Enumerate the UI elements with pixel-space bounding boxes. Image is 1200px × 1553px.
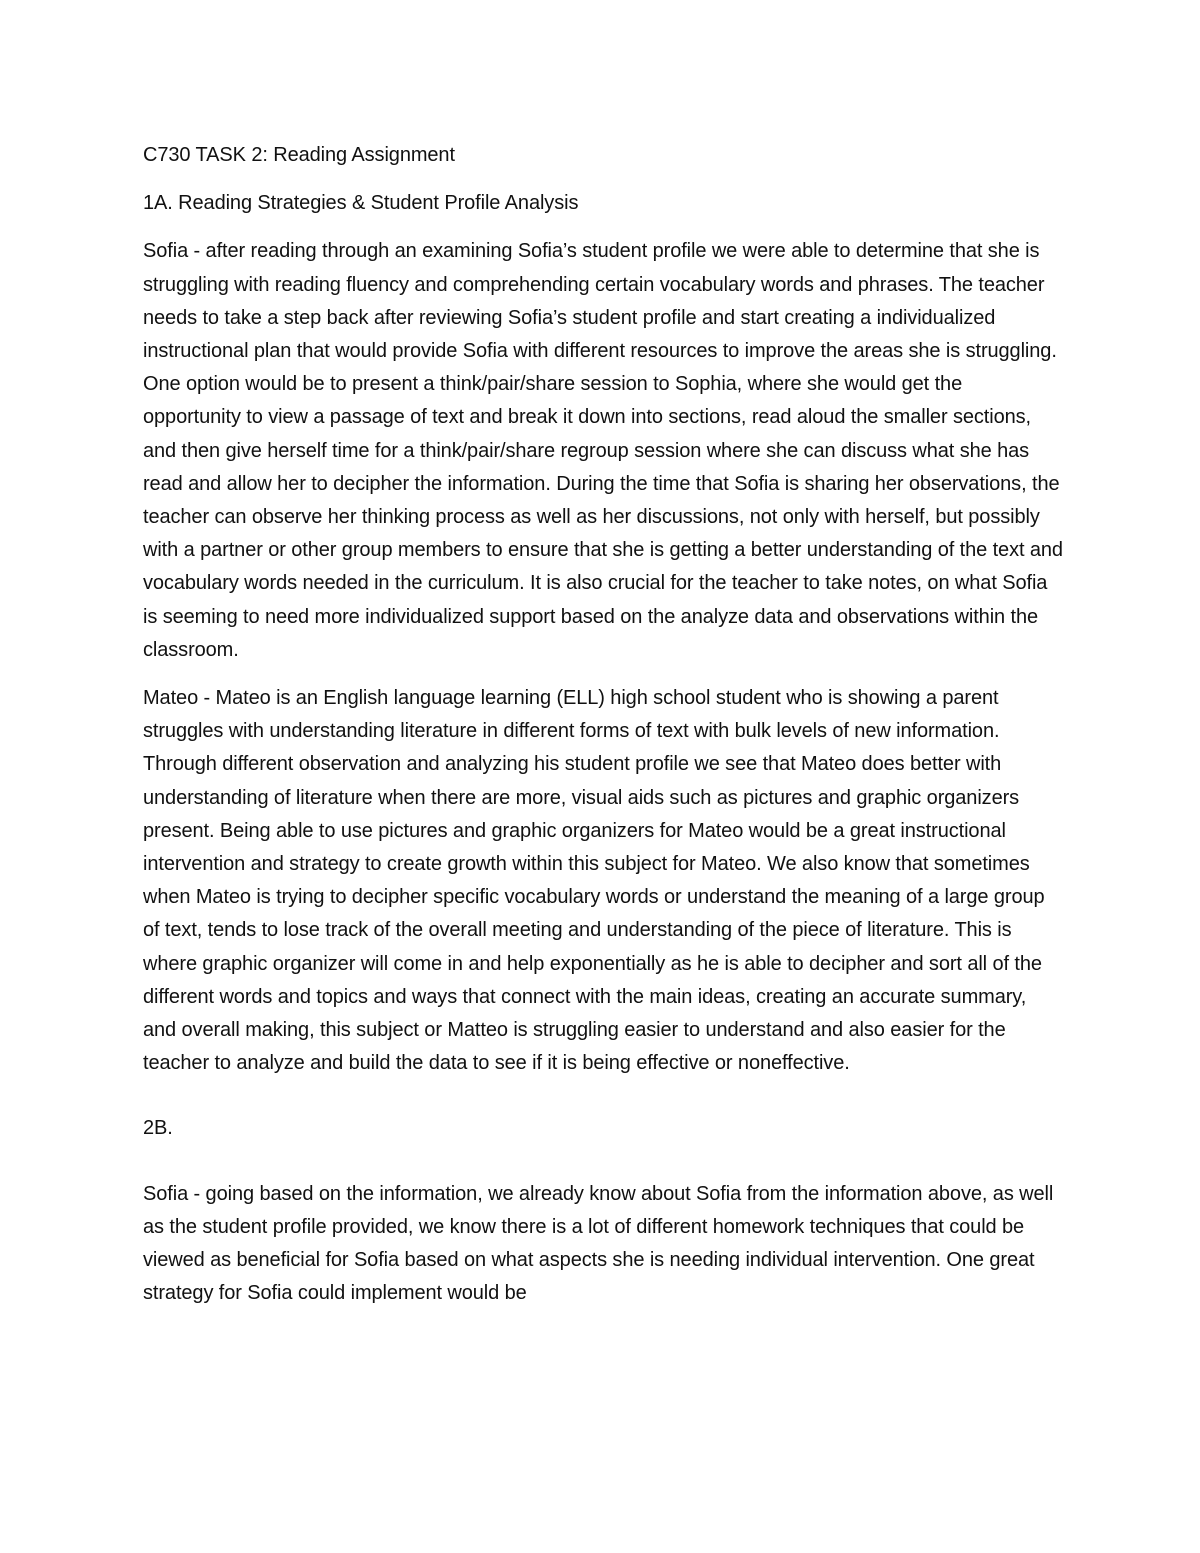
- document-title: C730 TASK 2: Reading Assignment: [143, 144, 455, 166]
- paragraph-mateo-1a: Mateo - Mateo is an English language learning (ELL) high school student who is showing a parent struggles with understanding literature in different forms of text with bulk levels of new information. Through different observation and analyzing his student profile we see that Mateo does better with understanding of literature when there are more, visual aids such as pictures and graphic organizers present. Being able to use pictures and graphic organizers for Mateo would be a great instructional intervention and strategy to create growth within this subject for Mateo. We also know that sometimes when Mateo is trying to decipher specific vocabulary words or understand the meaning of a large group of text, tends to lose track of the overall meeting and understanding of the piece of literature. This is where graphic organizer will come in and help exponentially as he is able to decipher and sort all of the different words and topics and ways that connect with the main ideas, creating an accurate summary, and overall making, this subject or Matteo is struggling easier to understand and also easier for the teacher to analyze and build the data to see if it is being effective or noneffective.: [143, 687, 1045, 1075]
- section-2b-heading: 2B.: [143, 1117, 173, 1140]
- paragraph-sofia-2b: Sofia - going based on the information, we already know about Sofia from the information above, as well as the student profile provided, we know there is a lot of different homework techniques that could be viewed as beneficial for Sofia based on what aspects she is needing individual intervention. One great strategy for Sofia could implement would be: [143, 1182, 1054, 1305]
- document-body: [143, 139, 1063, 1326]
- paragraph-sofia-1a: Sofia - after reading through an examining Sofia’s student profile we were able to determine that she is struggling with reading fluency and comprehending certain vocabulary words and phrases. The teacher needs to take a step back after reviewing Sofia’s student profile and start creating a individualized instructional plan that would provide Sofia with different resources to improve the areas she is struggling. One option would be to present a think/pair/share session to Sophia, where she would get the opportunity to view a passage of text and break it down into sections, read aloud the smaller sections, and then give herself time for a think/pair/share regroup session where she can discuss what she has read and allow her to decipher the information. During the time that Sofia is sharing her observations, the teacher can observe her thinking process as well as her discussions, not only with herself, but possibly with a partner or other group members to ensure that she is getting a better understanding of the text and vocabulary words needed in the curriculum. It is also crucial for the teacher to take notes, on what Sofia is seeming to need more individualized support based on the analyze data and observations within the classroom.: [143, 240, 1063, 661]
- section-1a-heading: 1A. Reading Strategies & Student Profile Analysis: [143, 192, 579, 215]
